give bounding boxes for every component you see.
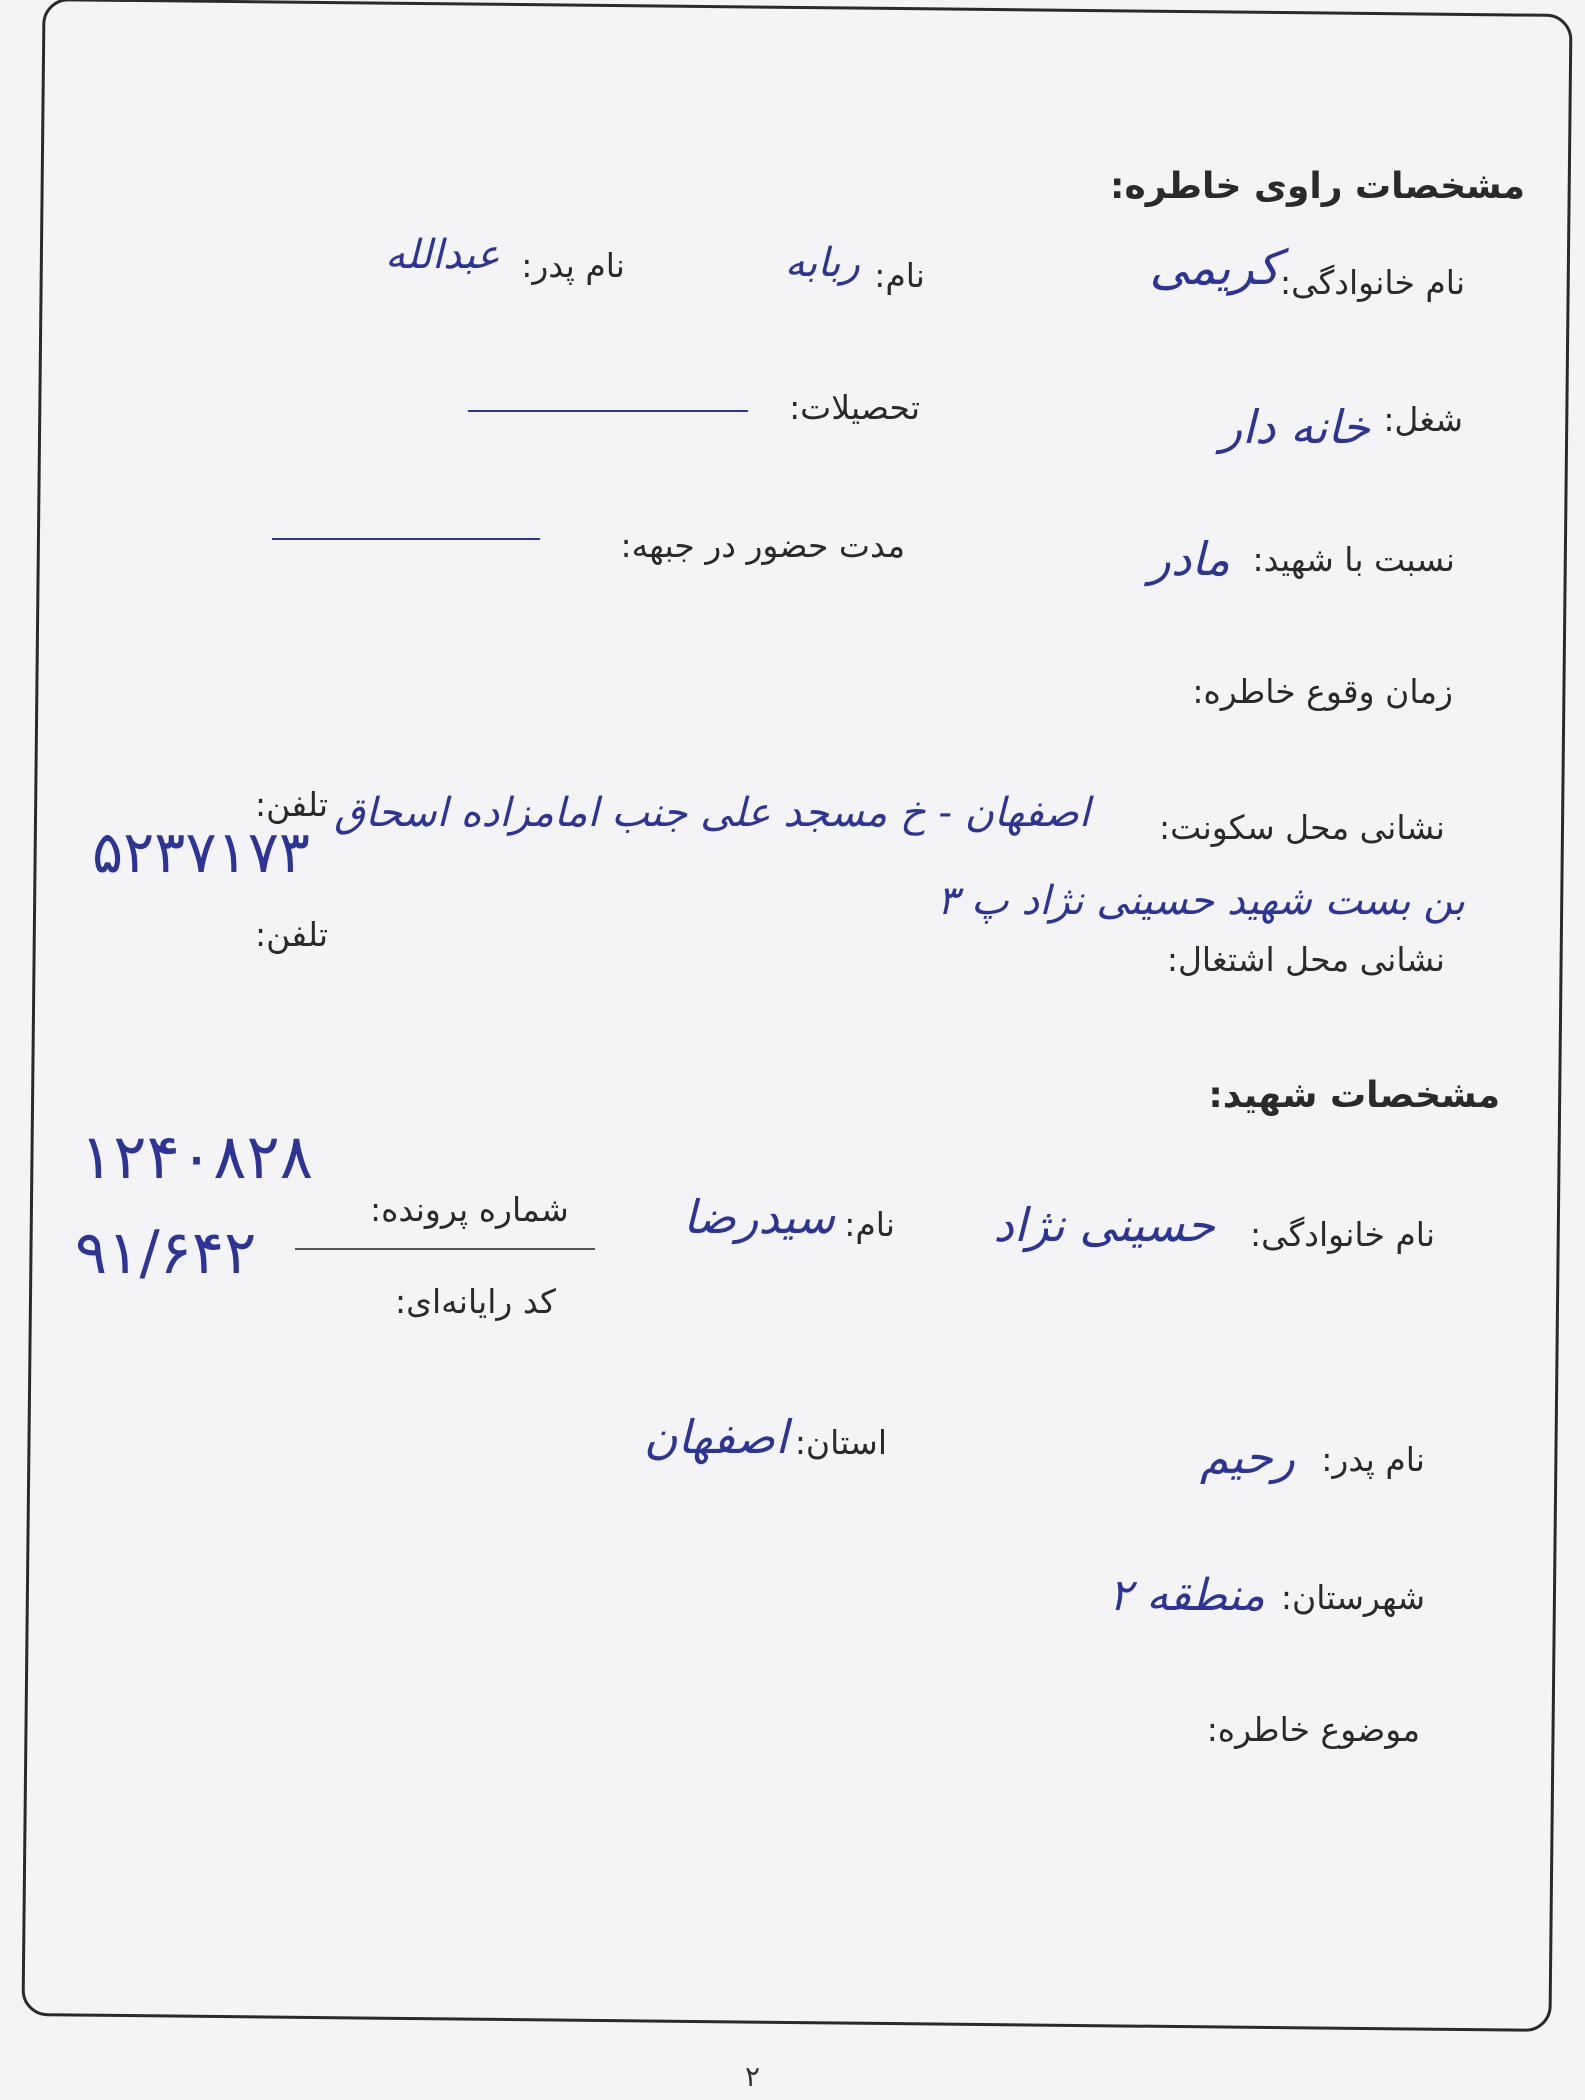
narrator-education-label: تحصیلات: [789, 388, 920, 427]
narrator-front-duration-label: مدت حضور در جبهه: [620, 526, 905, 565]
martyr-province-value: اصفهان [643, 1410, 788, 1464]
narrator-phone-label-2: تلفن: [255, 915, 329, 954]
narrator-memory-time-label: زمان وقوع خاطره: [1192, 672, 1453, 711]
martyr-province-label: استان: [794, 1423, 887, 1462]
martyr-first-name-label: نام: [844, 1205, 895, 1244]
narrator-family-name-value: کریمی [1149, 240, 1280, 296]
martyr-memory-subject-label: موضوع خاطره: [1206, 1710, 1420, 1749]
narrator-father-name-value: عبدالله [385, 232, 500, 278]
martyr-city-label: شهرستان: [1280, 1578, 1425, 1617]
narrator-family-name-label: نام خانوادگی: [1279, 263, 1465, 302]
education-blank-line [468, 410, 748, 412]
martyr-father-name-value: رحیم [1199, 1430, 1295, 1484]
narrator-occupation-label: شغل: [1383, 400, 1463, 439]
martyr-father-name-label: نام پدر: [1321, 1440, 1425, 1479]
file-number-line [295, 1248, 595, 1250]
martyr-heading: مشخصات شهید: [1208, 1075, 1500, 1116]
narrator-home-address-value-2: بن بست شهید حسینی نژاد پ ۳ [936, 878, 1465, 924]
narrator-relation-value: مادر [1148, 532, 1230, 586]
narrator-father-name-label: نام پدر: [521, 246, 625, 285]
martyr-family-name-value: حسینی نژاد [993, 1198, 1215, 1252]
martyr-file-number-value: ۱۲۴۰۸۲۸ [80, 1120, 314, 1193]
narrator-first-name-value: ربابه [784, 240, 860, 286]
narrator-home-address-value-1: اصفهان - خ مسجد علی جنب امامزاده اسحاق [334, 790, 1090, 836]
page-number: ۲ [745, 2060, 761, 2093]
martyr-computer-code-value: ۹۱/۶۴۲ [75, 1218, 257, 1288]
narrator-occupation-value: خانه دار [1219, 400, 1370, 454]
martyr-city-value: منطقه ۲ [1108, 1570, 1265, 1621]
narrator-relation-label: نسبت با شهید: [1252, 540, 1455, 579]
narrator-phone-label-1: تلفن: [255, 785, 329, 824]
narrator-work-address-label: نشانی محل اشتغال: [1166, 940, 1445, 979]
martyr-file-number-label: شماره پرونده: [370, 1190, 569, 1229]
narrator-home-address-label: نشانی محل سکونت: [1159, 808, 1445, 847]
narrator-heading: مشخصات راوی خاطره: [1110, 166, 1525, 207]
front-duration-blank-line [272, 538, 540, 540]
martyr-family-name-label: نام خانوادگی: [1249, 1215, 1435, 1254]
narrator-phone-value-1: ۵۲۳۷۱۷۳ [92, 818, 311, 886]
narrator-first-name-label: نام: [874, 256, 925, 295]
martyr-first-name-value: سیدرضا [683, 1190, 835, 1244]
martyr-computer-code-label: کد رایانه‌ای: [395, 1282, 556, 1321]
